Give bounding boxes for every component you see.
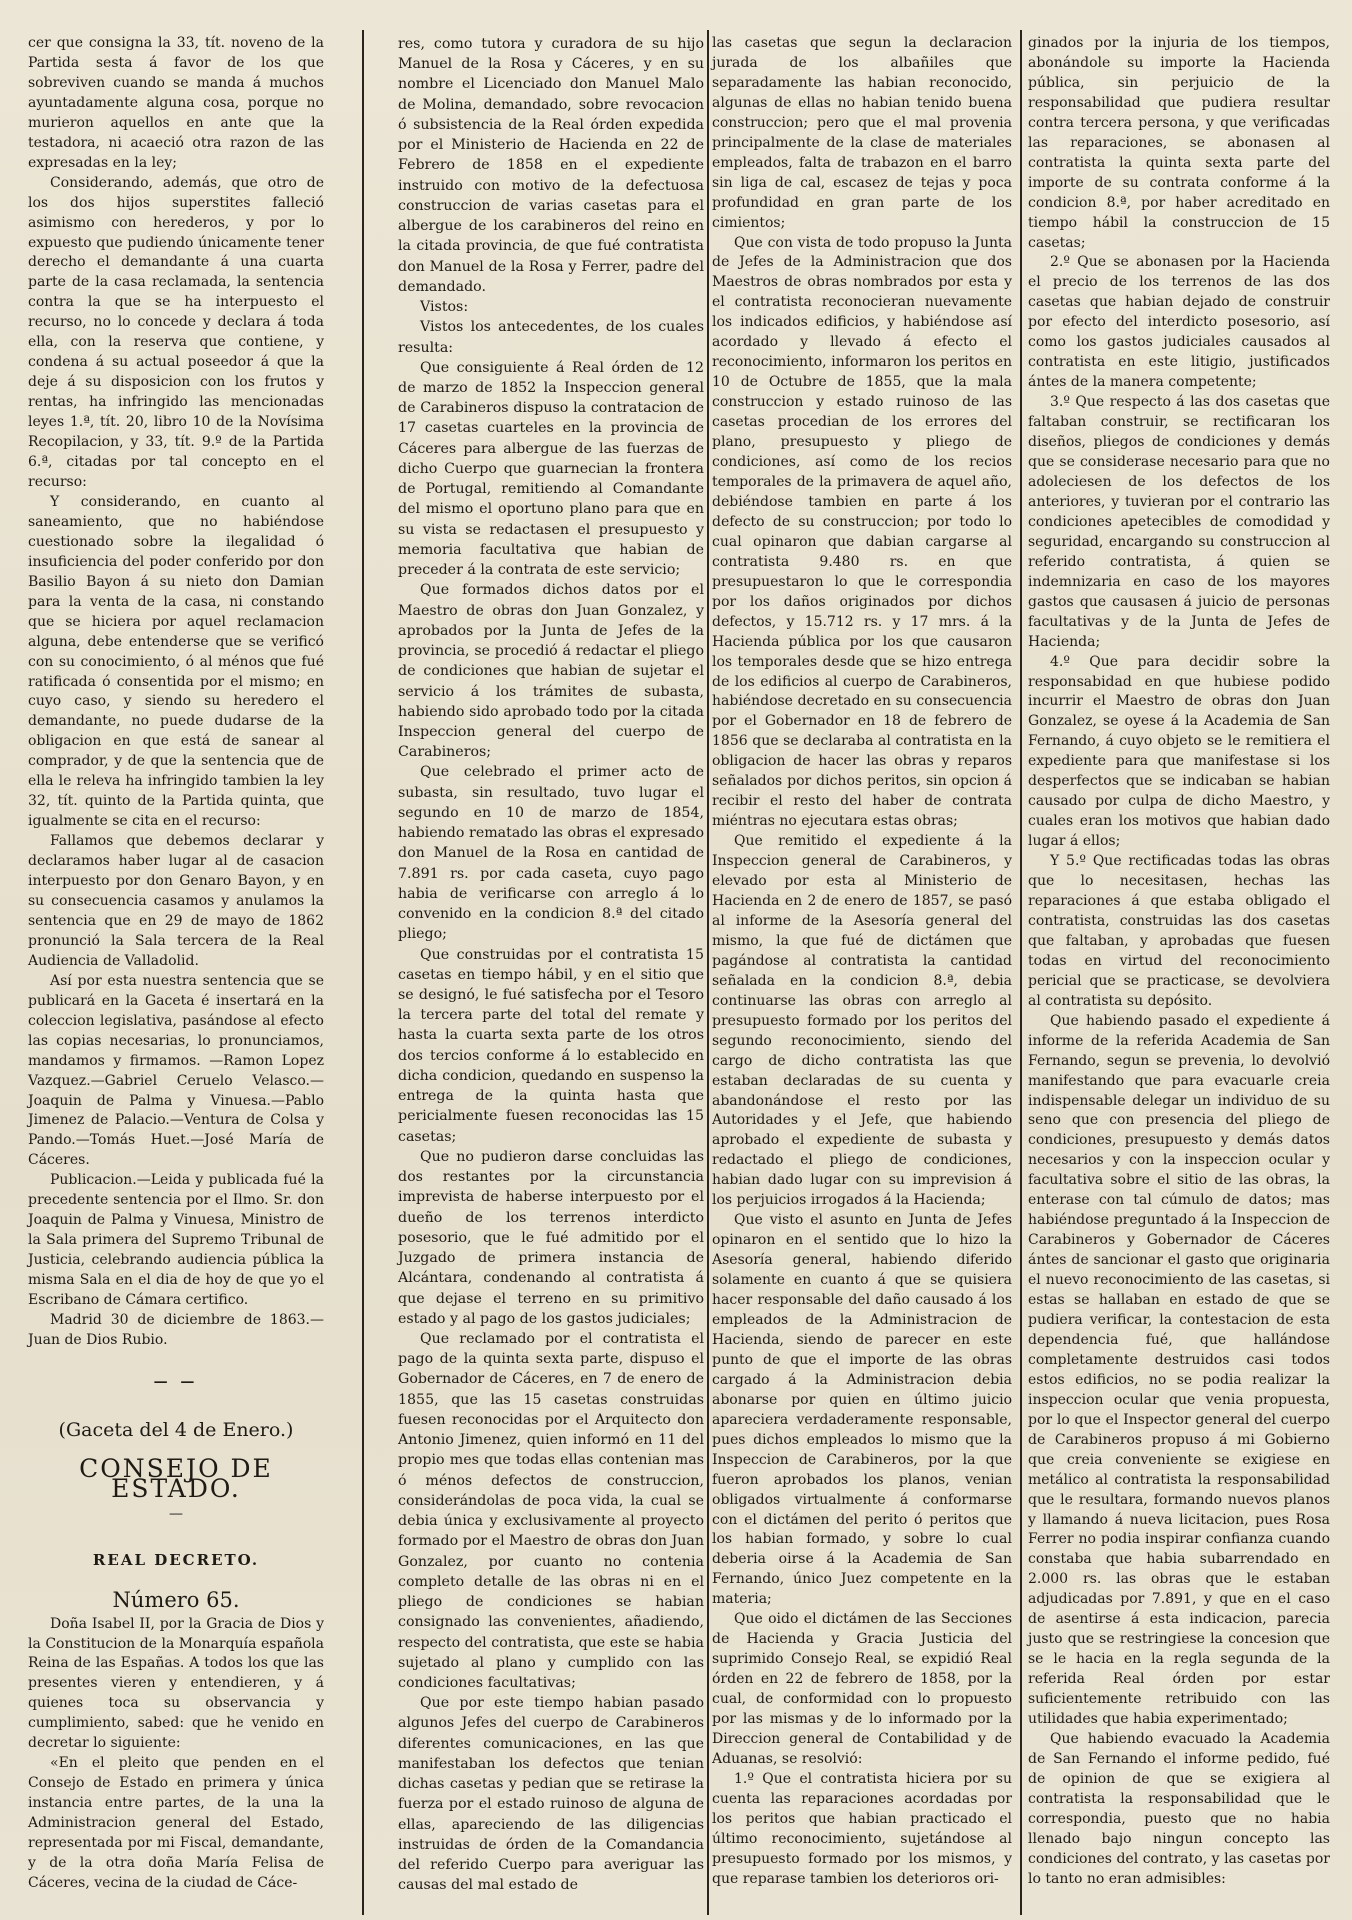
paragraph: 1.º Que el contratista hiciera por su cuenta las reparaciones acordadas por los peritos que habian practicado el último reconocimiento, sujetándose al presupuesto formado por los mismos, y que reparase tambien los deterioros ori- xyxy=(712,1770,1012,1887)
column-3 xyxy=(712,34,1012,1890)
paragraph: Que visto el asunto en Junta de Jefes opinaron en el sentido que lo hizo la Asesoría general, habiendo diferido solamente en cuanto á que se quisiera hacer responsable del daño causado á los empleados de la Administracion de Hacienda, siendo de parecer en este punto de que el importe de las obras cargado á la Administracion debia abonarse por quien en último juicio apareciera verdaderamente responsable, pues dichos empleados lo mismo que la Inspeccion de Carabineros, por la que fueron aprobados los planos, venian obligados virtualmente á conformarse con el dictámen del perito ó peritos que los habian formado, y sobre lo cual deberia oirse á la Academia de San Fernando, único Juez competente en la materia; xyxy=(712,1212,1012,1608)
paragraph: Y considerando, en cuanto al saneamiento, que no habiéndose cuestionado sobre la ilegalidad ó insuficiencia del poder conferido por don Basilio Bayon á su nieto don Damian para la venta de la casa, ni constando que se hiciera por aquel reclamacion alguna, debe entenderse que se verificó con su conocimiento, ó al ménos que fué ratificada ó consentida por el mismo; en cuyo caso, y siendo su heredero el demandante, no puede dudarse de la obligacion en que está de sanear al comprador, y de que la sentencia que de ella le releva ha infringido tambien la ley 32, tít. quinto de la Partida quinta, que igualmente se cita en el recurso: xyxy=(28,493,324,830)
column-2 xyxy=(398,34,704,1896)
paragraph: Que habiendo evacuado la Academia de San Fernando el informe pedido, fué de opinion de que se exigiera al contratista la responsabilidad que le correspondia, puesto que no habia llenado bajo ningun concepto las condiciones del contrato, y las casetas por lo tanto no eran admisibles: xyxy=(1028,1731,1330,1887)
paragraph: cer que consigna la 33, tít. noveno de la Partida sesta á favor de los que sobreviven cuando se manda á muchos ayuntadamente alguna cosa, porque no murieron aquellos en ante que la testadora, ni acaeció otra razon de las expresadas en la ley; xyxy=(28,35,324,171)
paragraph: las casetas que segun la declaracion jurada de los albañiles que separadamente las habian reconocido, algunas de ellas no habian tenido buena construccion; pero que el mal provenia principalmente de la clase de materiales empleados, falta de trabazon en el barro sin liga de cal, escasez de tejas y poca profundidad en gran parte de los cimientos; xyxy=(712,35,1012,231)
paragraph: Que reclamado por el contratista el pago de la quinta sexta parte, dispuso el Gobernador de Cáceres, en 7 de enero de 1855, que las 15 casetas construidas fuesen reconocidas por el Arquitecto don Antonio Jimenez, quien informó en 11 del propio mes que todas ellas contenian mas ó ménos defectos de construccion, considerándolas de poca vida, la cual se debia única y exclusivamente al proyecto formado por el Maestro de obras don Juan Gonzalez, por cuanto no contenia completo detalle de las obras ni en el pliego de condiciones se habian consignado las convenientes, añadiendo, respecto del contratista, que este se habia sujetado al plano y cumplido con las condiciones facultativas; xyxy=(398,1331,704,1691)
paragraph: Considerando, además, que otro de los dos hijos superstites falleció asimismo con herederos, y por lo expuesto que pudiendo únicamente tener derecho el demandante á una cuarta parte de la casa reclamada, la sentencia contra la que se ha interpuesto el recurso, no lo concede y declara á toda ella, con la reserva que contiene, y condena á su actual poseedor á que la deje á su disposicion con los frutos y rentas, ha infringido las mencionadas leyes 1.ª, tít. 20, libro 10 de la Novísima Recopilacion, y 33, tít. 9.º de la Partida 6.ª, citadas por tal concepto en el recurso: xyxy=(28,174,324,490)
section-heading: CONSEJO DE ESTADO. xyxy=(79,1453,273,1503)
signature-line: Madrid 30 de diciembre de 1863.— Juan de Dios Rubio. xyxy=(28,1312,324,1348)
subheading: REAL DECRETO. xyxy=(92,1550,260,1569)
paragraph: Vistos los antecedentes, de los cuales resulta: xyxy=(398,319,704,356)
paragraph: Fallamos que debemos declarar y declaramos haber lugar al de casacion interpuesto por don Genaro Bayon, y en su consecuencia casamos y anulamos la sentencia que en 29 de mayo de 1862 pronunció la Sala tercera de la Real Audiencia de Valladolid. xyxy=(28,833,324,969)
paragraph: Que oido el dictámen de las Secciones de Hacienda y Gracia Justicia del suprimido Consejo Real, se expidió Real órden en 22 de febrero de 1858, por la cual, de conformidad con lo propuesto por las mismas y de lo informado por la Direccion general de Contabilidad y de Aduanas, se resolvió: xyxy=(712,1611,1012,1767)
paragraph: Que con vista de todo propuso la Junta de Jefes de la Administracion que dos Maestros de obras nombrados por esta y el contratista reconocieran nuevamente los indicados edificios, y habiéndose así acordado y llevado á efecto el reconocimiento, informaron los peritos en 10 de Octubre de 1855, que la mala construccion y estado ruinoso de las casetas procedian de los errores del plano, presupuesto y pliego de condiciones, así como de los recios temporales de la primavera de aquel año, debiéndose tambien en parte á los defecto de su construccion; por todo lo cual opinaron que dabian cargarse al contratista 9.480 rs. en que presupuestaron lo que le correspondia por los daños originados por dichos defectos, y 15.712 rs. y 17 mrs. á la Hacienda pública por los que causaron los temporales desde que se hizo entrega de los edificios al cuerpo de Carabineros, habiéndose decretado en su consecuencia por el Gobernador en 18 de febrero de 1856 que se declaraba al contratista en la obligacion de hacer las obras y reparos señalados por dichos peritos, sin opcion á recibir el resto del haber de contrata miéntras no ejecutara estas obras; xyxy=(712,234,1012,830)
paragraph: 2.º Que se abonasen por la Hacienda el precio de los terrenos de las dos casetas que habian dejado de construir por efecto del interdicto posesorio, así como los gastos judiciales causados al contratista en este litigio, justificados ántes de la manera competente; xyxy=(1028,254,1330,391)
paragraph: Doña Isabel II, por la Gracia de Dios y la Constitucion de la Monarquía española Reina de las Españas. A todos los que las presentes vieren y entendieren, y á quienes toca su observancia y cumplimiento, sabed: que he venido en decretar lo siguiente: xyxy=(28,1615,324,1752)
paragraph: Que remitido el expediente á la Inspeccion general de Carabineros, y elevado por esta al Ministerio de Hacienda en 2 de enero de 1857, se pasó al informe de la Asesoría general del mismo, la que fué de dictámen que pagándose al contratista la cantidad señalada en la condicion 8.ª, debia continuarse las obras con arreglo al presupuesto formado por los peritos del segundo reconocimiento, siendo del cargo de dicho contratista las que estaban declaradas de su cuenta y abandonándose el resto por las Autoridades y el Jefe, que habiendo aprobado el expediente de subasta y redactado el pliego de condiciones, habian dado lugar con su imprevision á los perjuicios irrogados á la Hacienda; xyxy=(712,833,1012,1209)
paragraph: Que por este tiempo habian pasado algunos Jefes del cuerpo de Carabineros diferentes comunicaciones, en las que manifestaban los defectos que tenian dichas casetas y pedian que se retirase la fuerza por el estado ruinoso de alguna de ellas, apareciendo de las diligencias instruidas de órden de la Comandancia del referido Cuerpo para averiguar las causas del mal estado de xyxy=(398,1695,704,1894)
paragraph: Que celebrado el primer acto de subasta, sin resultado, tuvo lugar el segundo en 10 de marzo de 1854, habiendo rematado las obras el expresado don Manuel de la Rosa en cantidad de 7.891 rs. por cada caseta, cuyo pago habia de verificarse con arreglo á lo convenido en la condicion 8.ª del citado pliego; xyxy=(398,764,704,943)
paragraph: Que no pudieron darse concluidas las dos restantes por la circunstancia imprevista de haberse interpuesto por el dueño de los terrenos interdicto posesorio, que le fué admitido por el Juzgado de primera instancia de Alcántara, condenando al contratista á que dejase el terreno en su primitivo estado y al pago de los gastos judiciales; xyxy=(398,1148,704,1327)
column-1 xyxy=(28,34,324,1894)
paragraph: Vistos: xyxy=(420,299,469,316)
column-rule xyxy=(362,30,364,1915)
paragraph: 4.º Que para decidir sobre la responsabidad en que hubiese podido incurrir el Maestro de obras don Juan Gonzalez, se oyese á la Academia de San Fernando, á cuyo objeto se le remitiera el expediente para que manifestase si los desperfectos que se indicaban se habian causado por culpa de dicho Maestro, y cuales eran los motivos que habian dado lugar á ellos; xyxy=(1028,653,1330,850)
decree-number: Número 65. xyxy=(112,1587,240,1612)
paragraph: Publicacion.—Leida y publicada fué la precedente sentencia por el Ilmo. Sr. don Joaquin de Palma y Vinuesa, Ministro de la Sala primera del Supremo Tribunal de Justicia, celebrando audiencia pública la misma Sala en el dia de hoy de que yo el Escribano de Cámara certifico. xyxy=(28,1172,324,1309)
gaceta-date: (Gaceta del 4 de Enero.) xyxy=(58,1418,294,1441)
paragraph: ginados por la injuria de los tiempos, abonándole su importe la Hacienda pública, sin perjuicio de la responsabilidad que pudiera resultar contra tercera persona, y que verificadas las reparaciones, se abonasen al contratista la quinta sexta parte del importe de su contrata conforme á la condicion 8.ª, por haber acreditado en tiempo hábil la construccion de 15 casetas; xyxy=(1028,35,1330,251)
paragraph: res, como tutora y curadora de su hijo Manuel de la Rosa y Cáceres, y en su nombre el Licenciado don Manuel Malo de Molina, demandado, sobre revocacion ó subsistencia de la Real órden expedida por el Ministerio de Hacienda en 22 de Febrero de 1858 en el expediente instruido con motivo de la defectuosa construccion de varias casetas para el albergue de los carabineros del reino en la citada provincia, de que fué contratista don Manuel de la Rosa y Ferrer, padre del demandado. xyxy=(398,36,704,295)
column-rule xyxy=(707,30,709,1915)
column-rule xyxy=(1020,30,1022,1915)
paragraph: Así por esta nuestra sentencia que se publicará en la Gaceta é insertará en la coleccion legislativa, pasándose al efecto las copias necesarias, lo pronunciamos, mandamos y firmamos. —Ramon Lopez Vazquez.—Gabriel Ceruelo Velasco.—Joaquin de Palma y Vinuesa.—Pablo Jimenez de Palacio.—Ventura de Colsa y Pando.—Tomás Huet.—José María de Cáceres. xyxy=(28,972,324,1169)
paragraph: Que construidas por el contratista 15 casetas en tiempo hábil, y en el sitio que se designó, le fué satisfecha por el Tesoro la tercera parte del total del remate y hasta la cuarta sexta parte de los otros dos tercios conforme á lo establecido en dicha condicion, quedando en suspenso la entrega de la quinta hasta que pericialmente fuesen reconocidas las 15 casetas; xyxy=(398,946,704,1145)
heading-dash: — xyxy=(169,1505,183,1522)
paragraph: Que consiguiente á Real órden de 12 de marzo de 1852 la Inspeccion general de Carabineros dispuso la contratacion de 17 casetas cuarteles en la provincia de Cáceres para albergue de las fuerzas de dicho Cuerpo que guarnecian la frontera de Portugal, remitiendo al Comandante del mismo el oportuno plano para que en su vista se redactasen el presupuesto y memoria facultativa que habian de preceder á la contrata de este servicio; xyxy=(398,359,704,579)
paragraph: Y 5.º Que rectificadas todas las obras que lo necesitasen, hechas las reparaciones á que estaba obligado el contratista, construidas las dos casetas que faltaban, y aprobadas que fuesen todas en virtud del reconocimiento pericial que se practicase, se devolviera al contratista su depósito. xyxy=(1028,853,1330,1009)
paragraph: Que habiendo pasado el expediente á informe de la referida Academia de San Fernando, segun se prevenia, lo devolvió manifestando que para evacuarle creia indispensable delegar un individuo de su seno que con presencia del pliego de condiciones, presupuesto y demás datos necesarios y con la inspeccion ocular y facultativa sobre el sitio de las obras, la enterase con tal cúmulo de datos; mas habiéndose preguntado á la Inspeccion de Carabineros y Gobernador de Cáceres ántes de sancionar el gasto que originaria el nuevo reconocimiento de las casetas, si estas se hallaban en estado de que se pudiera verificar, la contestacion de esta dependencia fué, que hallándose completamente destruidos casi todos estos edificios, no se podia realizar la inspeccion ocular que venia propuesta, por lo que el Inspector general del cuerpo de Carabineros propuso á mi Gobierno que creia conveniente se exigiese en metálico al contratista la responsabilidad que le resultara, formando nuevos planos y llamando á nueva licitacion, pues Rosa Ferrer no podia inspirar confianza cuando constaba que habia subarrendado en 2.000 rs. las obras que le estaban adjudicadas por 7.891, y que en el caso de asentirse á esta indicacion, parecia justo que se restringiese la concesion que se le hacia en la regla segunda de la referida Real órden por estar suficientemente retribuido con las utilidades que habia experimentado; xyxy=(1028,1012,1330,1728)
section-ornament: — — xyxy=(153,1373,199,1390)
paragraph: 3.º Que respecto á las dos casetas que faltaban construir, se rectificaran los diseños, pliegos de condiciones y demás que se considerase necesario para que no adoleciesen de los defectos de los anteriores, y tuvieran por el contrario las condiciones apetecibles de comodidad y seguridad, encargando su construccion al referido contratista, á quien se indemnizaria en caso de los mayores gastos que causasen á juicio de personas facultativas y de la Junta de Jefes de Hacienda; xyxy=(1028,394,1330,650)
paragraph: «En el pleito que penden en el Consejo de Estado en primera y única instancia entre partes, de la una la Administracion general del Estado, representada por mi Fiscal, demandante, y de la otra doña María Felisa de Cáceres, vecina de la ciudad de Cáce- xyxy=(28,1755,324,1891)
paragraph: Que formados dichos datos por el Maestro de obras don Juan Gonzalez, y aprobados por la Junta de Jefes de la provincia, se procedió á redactar el pliego de condiciones que habian de sujetar el servicio á los trámites de subasta, habiendo sido aprobado todo por la citada Inspeccion general del cuerpo de Carabineros; xyxy=(398,582,704,761)
column-4 xyxy=(1028,34,1330,1890)
